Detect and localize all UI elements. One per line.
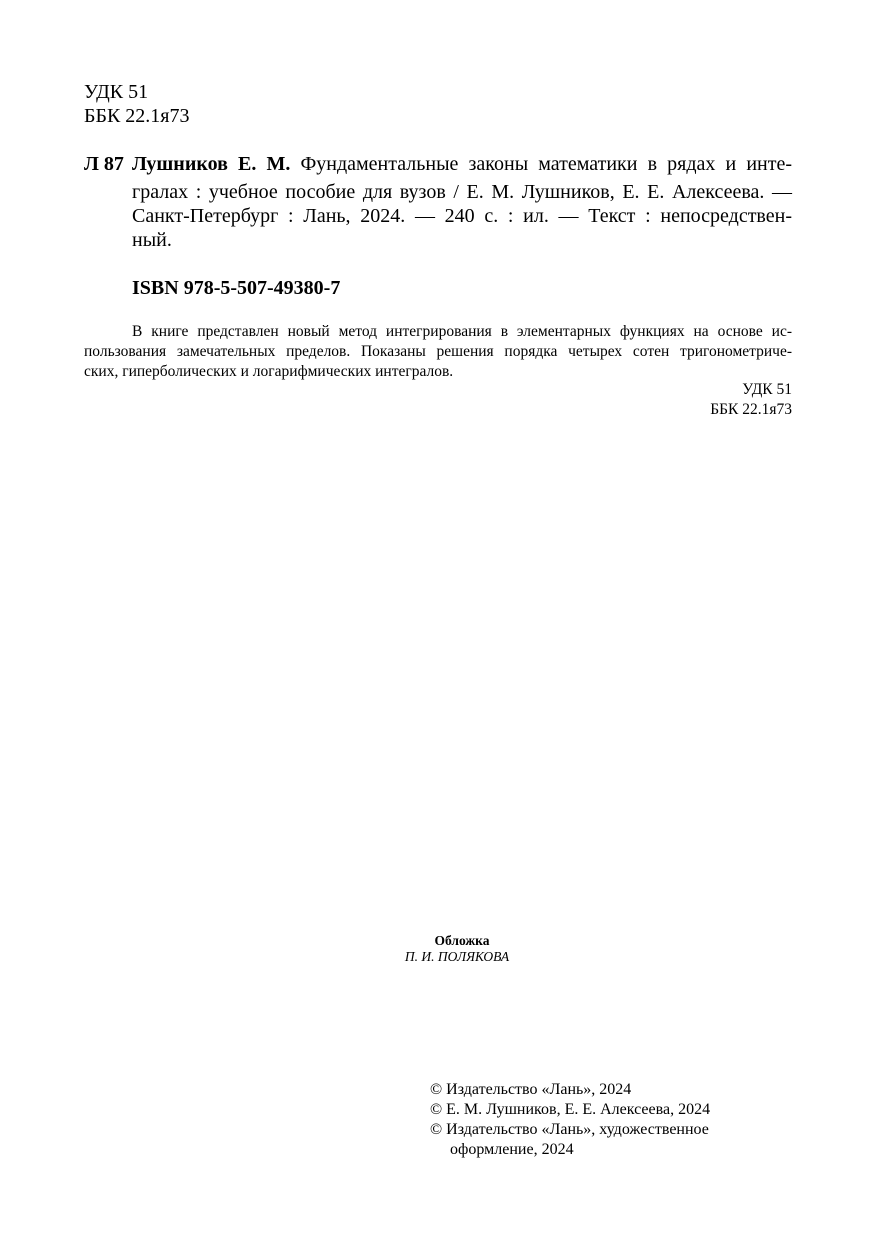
copyright-line-1: © Издательство «Лань», 2024 — [430, 1081, 632, 1098]
catalog-entry-line-3: Санкт-Петербург : Лань, 2024. — 240 с. : ил. — Текст : непосредствен- — [132, 205, 792, 227]
isbn: ISBN 978-5-507-49380-7 — [132, 277, 341, 299]
bbk-code: ББК 22.1я73 — [84, 105, 190, 127]
abstract-line-2: пользования замечательных пределов. Показаны решения порядка четырех сотен тригонометриче- — [84, 343, 792, 360]
bbk-code-repeat: ББК 22.1я73 — [710, 401, 792, 418]
copyright-line-2: © Е. М. Лушников, Е. Е. Алексеева, 2024 — [430, 1101, 711, 1118]
abstract-line-1: В книге представлен новый метод интегрирования в элементарных функциях на основе ис- — [132, 323, 792, 340]
udk-code: УДК 51 — [84, 81, 149, 103]
catalog-title-start: Фундаментальные законы математики в рядах и инте- — [300, 153, 792, 175]
cover-designer: П. И. ПОЛЯКОВА — [404, 949, 510, 964]
catalog-entry-line-4: ный. — [132, 229, 172, 251]
catalog-author: Лушников Е. М. — [132, 153, 291, 175]
catalog-entry-line-2: гралах : учебное пособие для вузов / Е. М. Лушников, Е. Е. Алексеева. — — [132, 181, 792, 203]
copyright-line-4: оформление, 2024 — [450, 1141, 574, 1158]
catalog-entry-line-1 — [132, 152, 792, 176]
udk-code-repeat: УДК 51 — [742, 381, 792, 398]
author-mark: Л 87 — [84, 153, 124, 175]
cover-label: Обложка — [434, 933, 490, 948]
abstract-line-3: ских, гиперболических и логарифмических интегралов. — [84, 363, 454, 380]
copyright-line-3: © Издательство «Лань», художественное — [430, 1121, 709, 1138]
